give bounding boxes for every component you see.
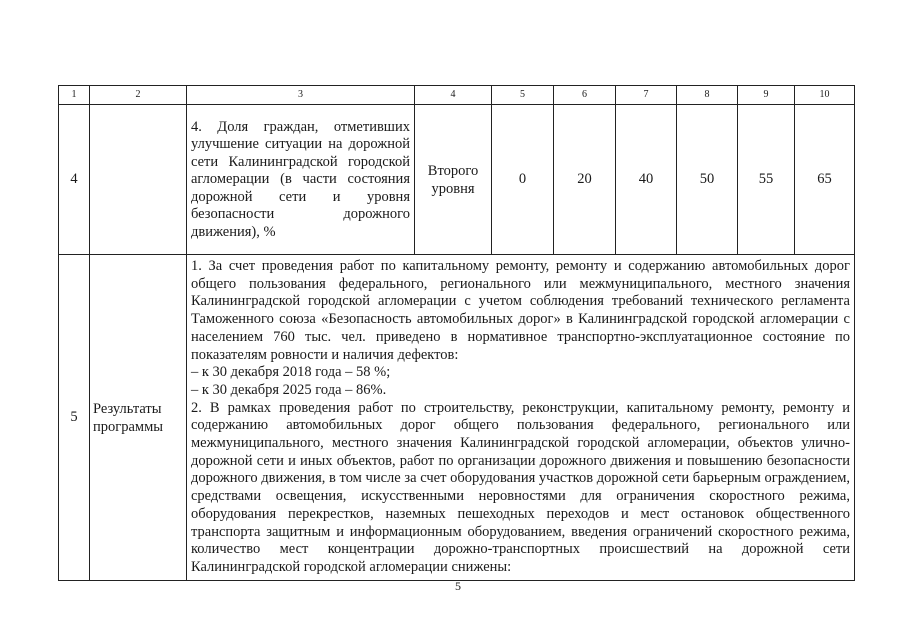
results-paragraph: – к 30 декабря 2025 года – 86%. [191,381,387,398]
indicator-level: Второго уровня [415,105,492,255]
program-table [58,85,855,581]
col-number-9: 9 [738,86,795,105]
value-cell: 20 [554,105,616,255]
column-number-row [59,86,855,105]
col-number-2: 2 [90,86,187,105]
page-number: 5 [455,579,461,593]
row-label: Результаты программы [90,255,187,581]
results-text [187,255,855,581]
row-number: 4 [59,105,90,255]
results-paragraph: 1. За счет проведения работ по капитальному ремонту, ремонту и содержанию автомобильных дорог общего пользования федерального, регионального или межмуниципального, местного значения Калининградской городской агломерации с учетом соблюдения требований технического регламента Таможенного союза «Безопасность автомобильных дорог» в Калининградской городской агломерации с населением 760 тыс. чел. приведено в нормативное транспортно-эксплуатационное состояние по показателям ровности и наличия дефектов: [191,258,850,363]
col-number-10: 10 [795,86,855,105]
table-row [59,105,855,255]
row-number: 5 [59,255,90,581]
value-cell: 0 [492,105,554,255]
value-cell: 55 [738,105,795,255]
col-number-4: 4 [415,86,492,105]
table-row [59,255,855,581]
value-cell: 50 [677,105,738,255]
results-paragraph: 2. В рамках проведения работ по строительству, реконструкции, капитальному ремонту, ремонту и содержанию автомобильных дорог общего пользования федерального, регионального или межмуниципального, местного значения Калининградской городской агломерации, объектов улично-дорожной сети и иных объектов, работ по организации дорожного движения и повышению безопасности дорожного движения, в том числе за счет оборудования участков дорожной сети барьерным ограждением, средствами освещения, искусственными неровностями для ограничения скоростного режима, оборудования перекрестков, наземных пешеходных переходов и мест остановок общественного транспорта защитным и информационным оборудованием, введения ограничений скоростного режима, количество мест концентрации дорожно-транспортных происшествий на дорожной сети Калининградской городской агломерации снижены: [191,399,850,575]
results-paragraph: – к 30 декабря 2018 года – 58 %; [191,364,391,381]
col-number-7: 7 [616,86,677,105]
row-label [90,105,187,255]
col-number-6: 6 [554,86,616,105]
indicator-text: 4. Доля граждан, отметивших улучшение ситуации на дорожной сети Калининградской городской агломерации (в части состояния дорожной сети и уровня безопасности дорожного движения), % [187,105,415,255]
value-cell: 40 [616,105,677,255]
col-number-3: 3 [187,86,415,105]
col-number-5: 5 [492,86,554,105]
value-cell: 65 [795,105,855,255]
col-number-8: 8 [677,86,738,105]
col-number-1: 1 [59,86,90,105]
